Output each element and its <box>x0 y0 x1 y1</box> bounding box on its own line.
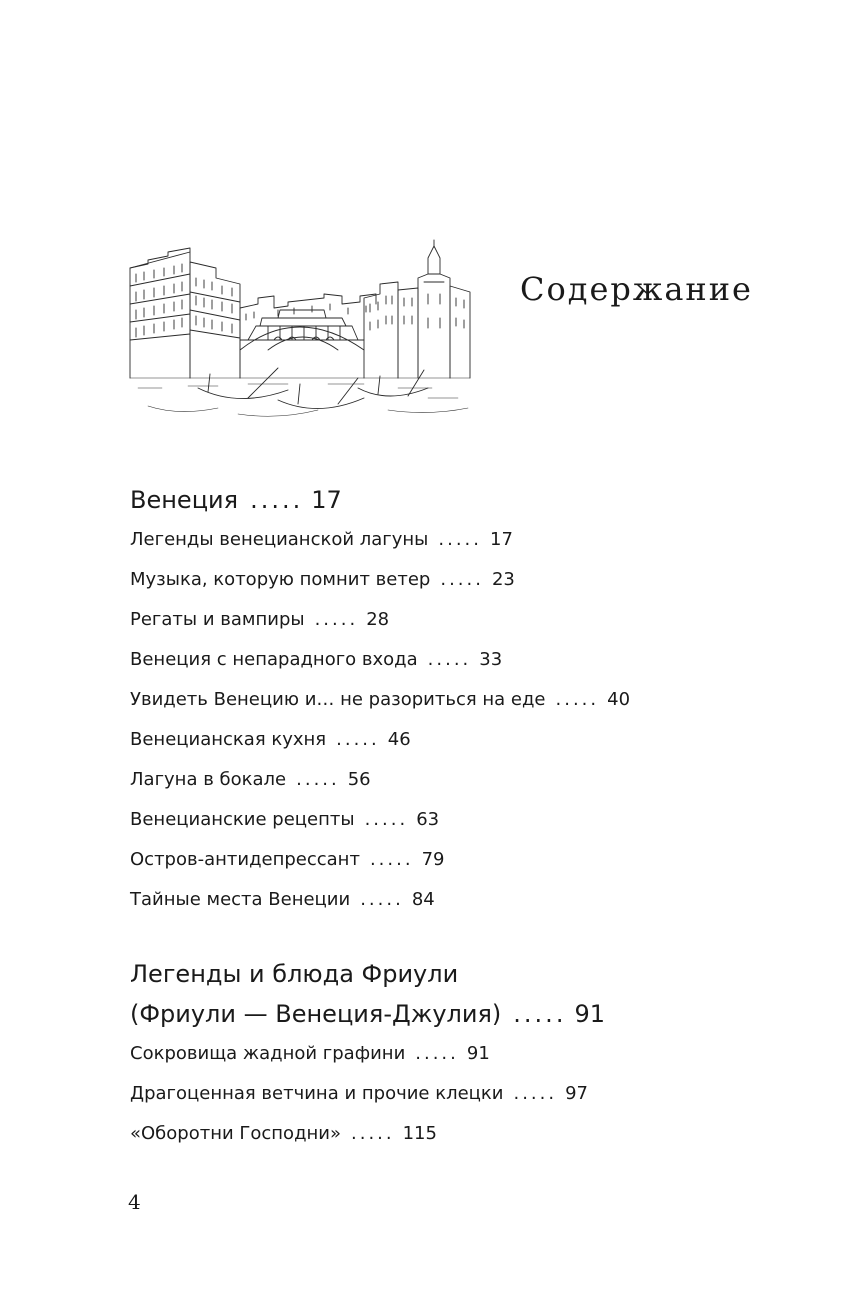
page-number: 97 <box>565 1083 588 1104</box>
toc-entry[interactable] <box>130 840 810 880</box>
page-number: 46 <box>387 729 411 750</box>
toc-entry[interactable] <box>130 600 810 640</box>
page-number: 33 <box>479 649 503 670</box>
page-number: 91 <box>574 1000 605 1028</box>
leader-dots: ..... <box>513 1083 558 1104</box>
page-number: 115 <box>402 1123 437 1144</box>
page-number: 56 <box>347 769 371 790</box>
leader-dots: ..... <box>296 769 340 790</box>
toc-entry[interactable] <box>130 1034 810 1074</box>
leader-dots: ..... <box>427 649 472 670</box>
leader-dots: ..... <box>364 809 409 830</box>
table-of-contents <box>130 480 810 1154</box>
toc-entry[interactable] <box>130 640 810 680</box>
page-number: 23 <box>491 569 515 590</box>
entry-title: Регаты и вампиры <box>130 609 305 630</box>
leader-dots: ..... <box>314 609 359 630</box>
entry-title: Остров-антидепрессант <box>130 849 360 870</box>
toc-entry[interactable] <box>130 560 810 600</box>
section-title-line: (Фриули — Венеция-Джулия) <box>130 1000 502 1028</box>
leader-dots: ..... <box>440 569 484 590</box>
page-number: 17 <box>490 529 513 550</box>
section-title-venice[interactable] <box>130 480 810 520</box>
entry-title: Тайные места Венеции <box>130 889 351 910</box>
leader-dots: ..... <box>336 729 380 750</box>
entry-title: Увидеть Венецию и… не разориться на еде <box>130 689 546 710</box>
entry-title: Сокровища жадной графини <box>130 1043 406 1064</box>
entry-title: Венеция с непарадного входа <box>130 649 418 670</box>
page-number: 63 <box>416 809 440 830</box>
entry-title: Легенды венецианской лагуны <box>130 529 429 550</box>
page-number: 84 <box>411 889 435 910</box>
entry-title: Венецианские рецепты <box>130 809 355 830</box>
toc-entry[interactable] <box>130 880 810 920</box>
leader-dots: ..... <box>369 849 414 870</box>
leader-dots: ..... <box>555 689 600 710</box>
leader-dots: ..... <box>351 1123 395 1144</box>
leader-dots: ..... <box>438 529 482 550</box>
leader-dots: ..... <box>250 486 304 514</box>
leader-dots: ..... <box>415 1043 459 1064</box>
entry-title: Венецианская кухня <box>130 729 327 750</box>
entry-title: Музыка, которую помнит ветер <box>130 569 431 590</box>
toc-entry[interactable] <box>130 800 810 840</box>
toc-entry[interactable] <box>130 520 810 560</box>
page-number: 91 <box>466 1043 490 1064</box>
page-number-folio: 4 <box>128 1190 141 1214</box>
toc-entry[interactable] <box>130 720 810 760</box>
page-number: 28 <box>366 609 390 630</box>
section-title-line: Легенды и блюда Фриули <box>130 960 459 988</box>
toc-entry[interactable] <box>130 760 810 800</box>
entry-title: «Оборотни Господни» <box>130 1123 341 1144</box>
page-title: Содержание <box>520 270 753 308</box>
section-title-text: Венеция <box>130 486 239 514</box>
toc-entry[interactable] <box>130 1114 810 1154</box>
page-number: 79 <box>421 849 445 870</box>
entry-title: Лагуна в бокале <box>130 769 287 790</box>
entry-title: Драгоценная ветчина и прочие клецки <box>130 1083 504 1104</box>
leader-dots: ..... <box>360 889 404 910</box>
toc-entry[interactable] <box>130 1074 810 1114</box>
page-number: 40 <box>607 689 631 710</box>
leader-dots: ..... <box>513 1000 567 1028</box>
venice-rialto-bridge-sketch-icon <box>128 238 473 420</box>
page-number: 17 <box>311 486 342 514</box>
section-title-friuli[interactable] <box>130 954 810 1034</box>
toc-entry[interactable] <box>130 680 810 720</box>
